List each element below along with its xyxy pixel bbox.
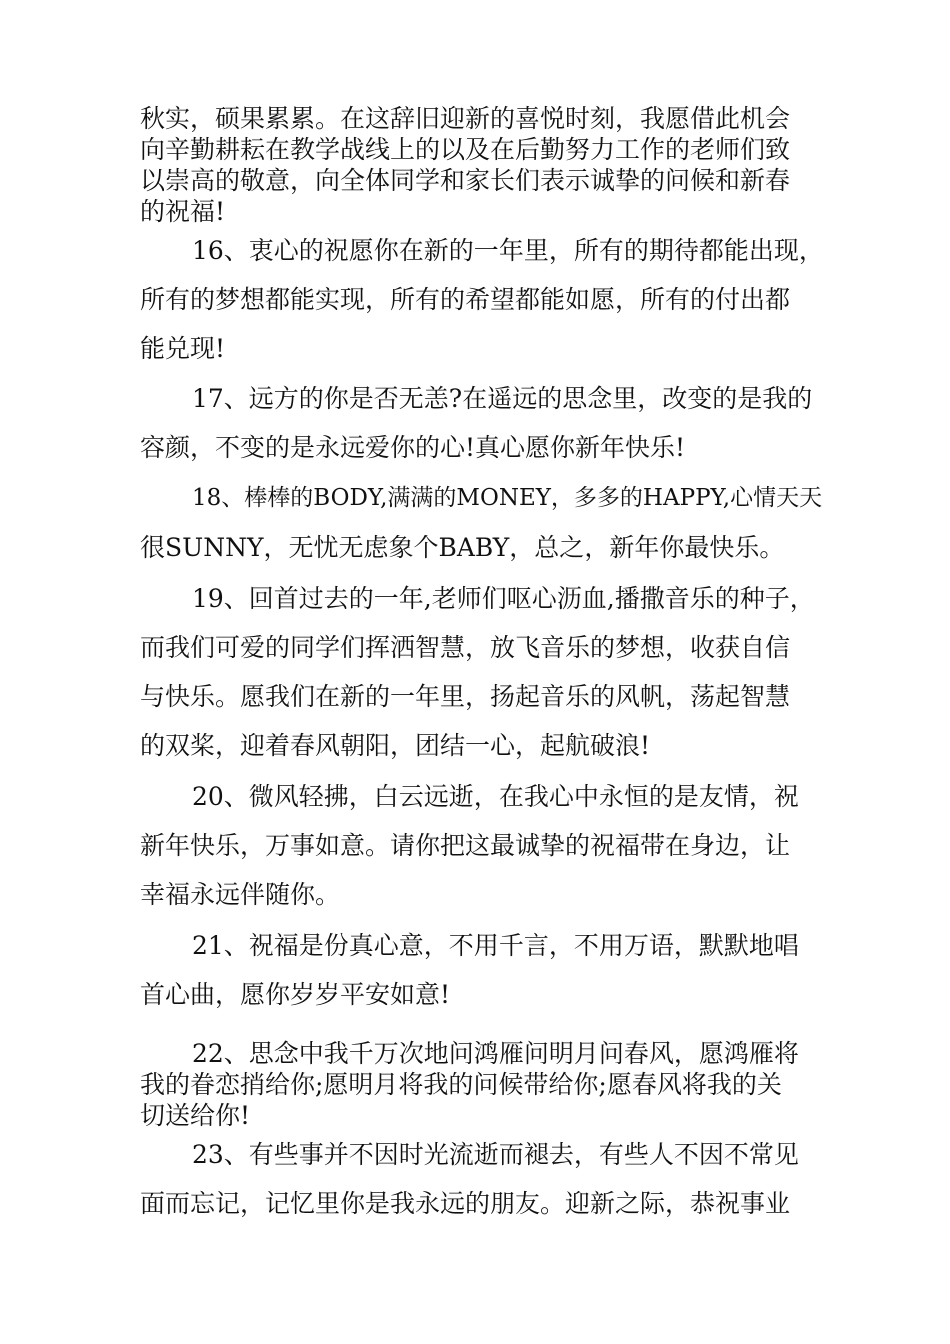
paragraph-21 xyxy=(140,921,830,1019)
text-line: 18、棒棒的BODY,满满的MONEY，多多的HAPPY,心情天天 xyxy=(192,485,823,511)
text-line: 幸福永远伴随你。 xyxy=(140,880,341,909)
paragraph-16 xyxy=(140,226,830,373)
paragraph-20 xyxy=(140,772,830,919)
paragraph-19 xyxy=(140,574,830,770)
paragraph-23 xyxy=(140,1130,830,1228)
text-line: 向辛勤耕耘在教学战线上的以及在后勤努力工作的老师们致 xyxy=(140,135,791,164)
text-line: 很SUNNY，无忧无虑象个BABY，总之，新年你最快乐。 xyxy=(140,533,785,562)
text-line: 20、微风轻拂，白云远逝，在我心中永恒的是友情，祝 xyxy=(192,782,799,811)
text-line: 新年快乐，万事如意。请你把这最诚挚的祝福带在身边，让 xyxy=(140,831,791,860)
paragraph-22 xyxy=(140,1038,830,1131)
text-line: 17、远方的你是否无恙?在遥远的思念里，改变的是我的 xyxy=(192,384,813,413)
paragraph-18 xyxy=(140,474,830,572)
text-line: 首心曲，愿你岁岁平安如意! xyxy=(140,980,451,1009)
text-line: 秋实，硕果累累。在这辞旧迎新的喜悦时刻，我愿借此机会 xyxy=(140,104,791,133)
text-line: 面而忘记，记忆里你是我永远的朋友。迎新之际，恭祝事业 xyxy=(140,1189,791,1218)
text-line: 我的眷恋捎给你;愿明月将我的问候带给你;愿春风将我的关 xyxy=(140,1070,782,1099)
text-line: 23、有些事并不因时光流逝而褪去，有些人不因不常见 xyxy=(192,1140,799,1169)
text-line: 与快乐。愿我们在新的一年里，扬起音乐的风帆，荡起智慧 xyxy=(140,682,791,711)
text-line: 16、衷心的祝愿你在新的一年里，所有的期待都能出现， xyxy=(192,236,824,265)
text-line: 容颜，不变的是永远爱你的心!真心愿你新年快乐! xyxy=(140,433,686,462)
paragraph-15-continued xyxy=(140,103,830,227)
text-line: 21、祝福是份真心意，不用千言，不用万语，默默地唱 xyxy=(192,931,799,960)
text-line: 切送给你! xyxy=(140,1101,251,1130)
text-line: 的祝福! xyxy=(140,197,226,226)
text-line: 能兑现! xyxy=(140,334,226,363)
text-line: 19、回首过去的一年,老师们呕心沥血,播撒音乐的种子， xyxy=(192,584,815,613)
text-line: 而我们可爱的同学们挥洒智慧，放飞音乐的梦想，收获自信 xyxy=(140,633,791,662)
text-line: 所有的梦想都能实现，所有的希望都能如愿，所有的付出都 xyxy=(140,285,791,314)
text-line: 以崇高的敬意，向全体同学和家长们表示诚挚的问候和新春 xyxy=(140,166,791,195)
text-line: 22、思念中我千万次地问鸿雁问明月问春风，愿鸿雁将 xyxy=(192,1039,799,1068)
text-line: 的双桨，迎着春风朝阳，团结一心，起航破浪! xyxy=(140,731,651,760)
paragraph-17 xyxy=(140,374,830,472)
